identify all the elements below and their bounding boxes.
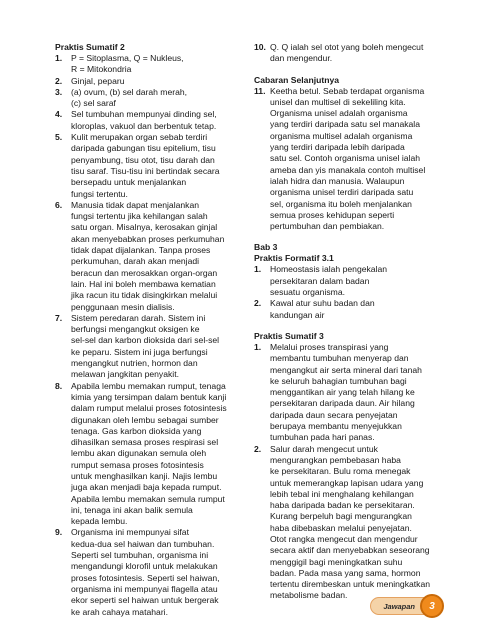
answer-text-line: mengandungi klorofil untuk melakukan <box>71 561 218 572</box>
answer-item <box>55 527 243 617</box>
answer-text-line: unisel dan multisel di sekeliling kita. <box>270 96 406 107</box>
answer-item <box>254 298 450 321</box>
answer-item <box>55 313 243 381</box>
answer-text-line: ameba dan yis manakala contoh multisel <box>270 164 426 175</box>
answer-text-line: kepada lembu. <box>71 516 128 527</box>
answer-text-line: Sistem peredaran darah. Sistem ini <box>71 312 206 323</box>
answer-text-line: bersepadu untuk menjalankan <box>71 177 187 188</box>
answer-list <box>254 42 450 65</box>
answer-item <box>254 264 450 298</box>
answer-item <box>254 86 450 233</box>
answer-text-line: penyambung, tisu otot, tisu darah dan <box>71 154 215 165</box>
answer-number: 11. <box>254 85 266 96</box>
answer-text-line: beracun dan merosakkan organ-organ <box>71 267 218 278</box>
section-heading: Praktis Sumatif 2 <box>55 42 125 52</box>
answer-text-line: menggigil bagi meningkatkan suhu <box>270 556 403 567</box>
answer-text-line: badan. Pada masa yang sama, hormon <box>270 567 421 578</box>
answer-text-line: Organisma unisel adalah organisma <box>270 108 408 119</box>
answer-text-line: Apabila lembu memakan semula rumput <box>71 493 225 504</box>
answer-number: 7. <box>55 312 63 323</box>
answer-text-line: Kawal atur suhu badan dan <box>270 298 375 309</box>
answer-text-line: tertentu dirembeskan untuk meningkatkan <box>270 579 431 590</box>
left-column <box>55 42 243 618</box>
answer-text-line: ke seluruh bahagian tumbuhan bagi <box>270 375 407 386</box>
answer-text-line: berfungsi mengangkut oksigen ke <box>71 324 200 335</box>
answer-text-line: membantu tumbuhan menyerap dan <box>270 353 409 364</box>
answer-text-line: tumbuhan pada hari panas. <box>270 432 375 443</box>
answer-text-line: Organisma ini mempunyai sifat <box>71 527 189 538</box>
answer-number: 2. <box>254 443 262 454</box>
answer-text-line: untuk memerangkap lapisan udara yang <box>270 477 424 488</box>
answer-text-line: kedua-dua sel haiwan dan tumbuhan. <box>71 538 215 549</box>
answer-number: 2. <box>254 298 262 309</box>
answer-text-line: Kurang berpeluh bagi mengurangkan <box>270 511 412 522</box>
answer-text-line: sel-sel dan karbon dioksida dari sel-sel <box>71 335 220 346</box>
answer-text-line: Seperti sel tumbuhan, organisma ini <box>71 550 209 561</box>
answer-text-line: sel, organisma itu boleh menjalankan <box>270 198 412 209</box>
answer-text-line: akan menyebabkan proses perkumuhan <box>71 233 225 244</box>
answer-text-line: yang terdiri daripada lebih daripada <box>270 142 405 153</box>
answer-text-line: Q. Q ialah sel otot yang boleh mengecut <box>270 42 424 52</box>
answer-text-line: persekitaran dalam badan <box>270 275 370 286</box>
answer-number: 6. <box>55 199 63 210</box>
answer-text-line: organisma ini mempunyai flagella atau <box>71 583 218 594</box>
answer-number: 1. <box>254 341 262 352</box>
answer-number: 4. <box>55 109 63 120</box>
section-heading: Cabaran Selanjutnya <box>254 74 340 85</box>
answer-text-line: perkumuhan, darah akan menjadi <box>71 256 200 267</box>
answer-item <box>254 342 450 444</box>
answer-number: 8. <box>55 380 63 391</box>
answer-text-line: fungsi tertentu. <box>71 188 128 199</box>
answer-item <box>55 132 243 200</box>
answer-text-line: kimia yang tersimpan dalam bentuk kanji <box>71 391 227 402</box>
answer-text-line: secara aktif dan menyebabkan seseorang <box>270 545 430 556</box>
answer-text-line: melawan jangkitan penyakit. <box>71 369 179 380</box>
answer-text-line: digunakan oleh lembu sebagai sumber <box>71 414 219 425</box>
answer-text-line: tisu saraf. Tisu-tisu ini bertindak secara <box>71 165 220 176</box>
answer-text-line: ekor seperti sel haiwan untuk bergerak <box>71 595 219 606</box>
answer-text-line: juga akan menjadi baja kepada rumput. <box>71 482 222 493</box>
answer-number: 5. <box>55 132 63 143</box>
answer-text-line: Otot rangka mengecut dan mengendur <box>270 533 418 544</box>
answer-list <box>254 86 450 233</box>
answer-item <box>254 444 450 602</box>
footer-label: Jawapan <box>370 597 426 615</box>
answer-text-line: (c) sel saraf <box>71 98 116 109</box>
answer-item <box>55 53 243 76</box>
answer-text-line: haba daripada badan ke persekitaran. <box>270 500 415 511</box>
answer-text-line: organisma unisel terdiri daripada satu <box>270 187 414 198</box>
answer-text-line: kloroplas, vakuol dan berbentuk tetap. <box>71 120 217 131</box>
answer-text-line: ke peparu. Sistem ini juga berfungsi <box>71 346 208 357</box>
section-heading: Praktis Sumatif 3 <box>254 330 324 341</box>
answer-text-line: Sel tumbuhan mempunyai dinding sel, <box>71 109 217 120</box>
answer-item <box>55 87 243 110</box>
answer-text-line: tidak dapat dijalankan. Tanpa proses <box>71 245 211 256</box>
answer-text-line: lembu akan digunakan semula oleh <box>71 448 207 459</box>
answer-number: 1. <box>254 264 262 275</box>
answer-text-line: proses fotosintesis. Seperti sel haiwan, <box>71 572 220 583</box>
answer-number: 1. <box>55 53 63 63</box>
answer-text-line: satu organ. Misalnya, kerosakan ginjal <box>71 222 218 233</box>
answer-item <box>254 42 450 65</box>
answer-text-line: daripada daun secara penyejatan <box>270 409 398 420</box>
answer-text-line: haba dibebaskan melalui penyejatan. <box>270 522 412 533</box>
answer-text-line: daripada gabungan tisu epitelium, tisu <box>71 143 216 154</box>
answer-item <box>55 200 243 313</box>
answer-text-line: (a) ovum, (b) sel darah merah, <box>71 86 188 97</box>
answer-text-line: organisma multisel adalah organisma <box>270 130 413 141</box>
answer-text-line: penggunaan mesin dialisis. <box>71 301 175 312</box>
answer-item <box>55 109 243 132</box>
answer-text-line: yang terdiri daripada satu sel manakala <box>270 119 421 130</box>
answer-text-line: ialah hidra dan manusia. Walaupun <box>270 175 405 186</box>
answer-text-line: Melalui proses transpirasi yang <box>270 341 389 352</box>
answer-text-line: Ginjal, peparu <box>71 75 125 86</box>
answer-text-line: mengurangkan pembebasan haba <box>270 454 401 465</box>
answer-text-line: lain. Hal ini boleh membawa kematian <box>71 278 216 289</box>
answer-text-line: mengangkut nutrien, hormon dan <box>71 358 198 369</box>
page-footer <box>370 594 444 618</box>
answer-text-line: semua proses kehidupan seperti <box>270 209 395 220</box>
answer-text-line: satu sel. Contoh organisma unisel ialah <box>270 153 421 164</box>
answer-text-line: mengangkut air serta mineral dari tanah <box>270 364 422 375</box>
answer-text-line: dihasilkan semasa proses respirasi sel <box>71 437 219 448</box>
answer-number: 3. <box>55 86 63 97</box>
answer-text-line: tenaga. Gas karbon dioksida yang <box>71 425 202 436</box>
answer-text-line: Kulit merupakan organ sebab terdiri <box>71 132 208 143</box>
answer-text-line: lebih tebal ini menghalang kehilangan <box>270 488 414 499</box>
answer-text-line: Manusia tidak dapat menjalankan <box>71 199 200 210</box>
answer-text-line: ke arah cahaya matahari. <box>71 606 168 617</box>
answer-text-line: jika racun itu tidak disingkirkan melalui <box>71 290 218 301</box>
answer-text-line: sesuatu organisma. <box>270 287 345 298</box>
answer-text-line: rumput semasa proses fotosintesis <box>71 459 204 470</box>
answer-list <box>254 342 450 602</box>
answer-number: 10. <box>254 42 266 52</box>
answer-text-line: Apabila lembu memakan rumput, tenaga <box>71 380 226 391</box>
answer-text-line: P = Sitoplasma, Q = Nukleus, <box>71 53 184 63</box>
answer-text-line: metabolisme badan. <box>270 590 348 601</box>
answer-text-line: fungsi tertentu jika kehilangan salah <box>71 211 208 222</box>
section-heading: Praktis Formatif 3.1 <box>254 253 334 264</box>
chapter-heading: Bab 3 <box>254 242 278 253</box>
answer-text-line: R = Mitokondria <box>71 64 132 75</box>
answer-number: 9. <box>55 527 63 538</box>
page-number: 3 <box>420 594 444 618</box>
answer-text-line: persekitaran daripada daun. Air hilang <box>270 398 415 409</box>
answer-text-line: berupaya membantu menyejukkan <box>270 421 402 432</box>
answer-text-line: kandungan air <box>270 309 325 320</box>
answer-list <box>254 264 450 320</box>
answer-item <box>55 381 243 528</box>
answer-number: 2. <box>55 75 63 86</box>
answer-text-line: ke persekitaran. Bulu roma menegak <box>270 466 411 477</box>
answer-text-line: dalam rumput melalui proses fotosintesis <box>71 403 227 414</box>
answer-list <box>55 53 243 618</box>
answer-text-line: Keetha betul. Sebab terdapat organisma <box>270 85 425 96</box>
answer-text-line: pertumbuhan dan pembiakan. <box>270 221 385 232</box>
answer-text-line: ini, tenaga ini akan balik semula <box>71 504 193 515</box>
right-column <box>254 42 450 602</box>
answer-item <box>55 76 243 87</box>
answer-text-line: Homeostasis ialah pengekalan <box>270 264 388 275</box>
answer-text-line: dan mengendur. <box>270 53 333 64</box>
answer-text-line: menggantikan air yang telah hilang ke <box>270 387 415 398</box>
answer-text-line: untuk menghasilkan kanji. Najis lembu <box>71 470 218 481</box>
answer-text-line: Salur darah mengecut untuk <box>270 443 378 454</box>
